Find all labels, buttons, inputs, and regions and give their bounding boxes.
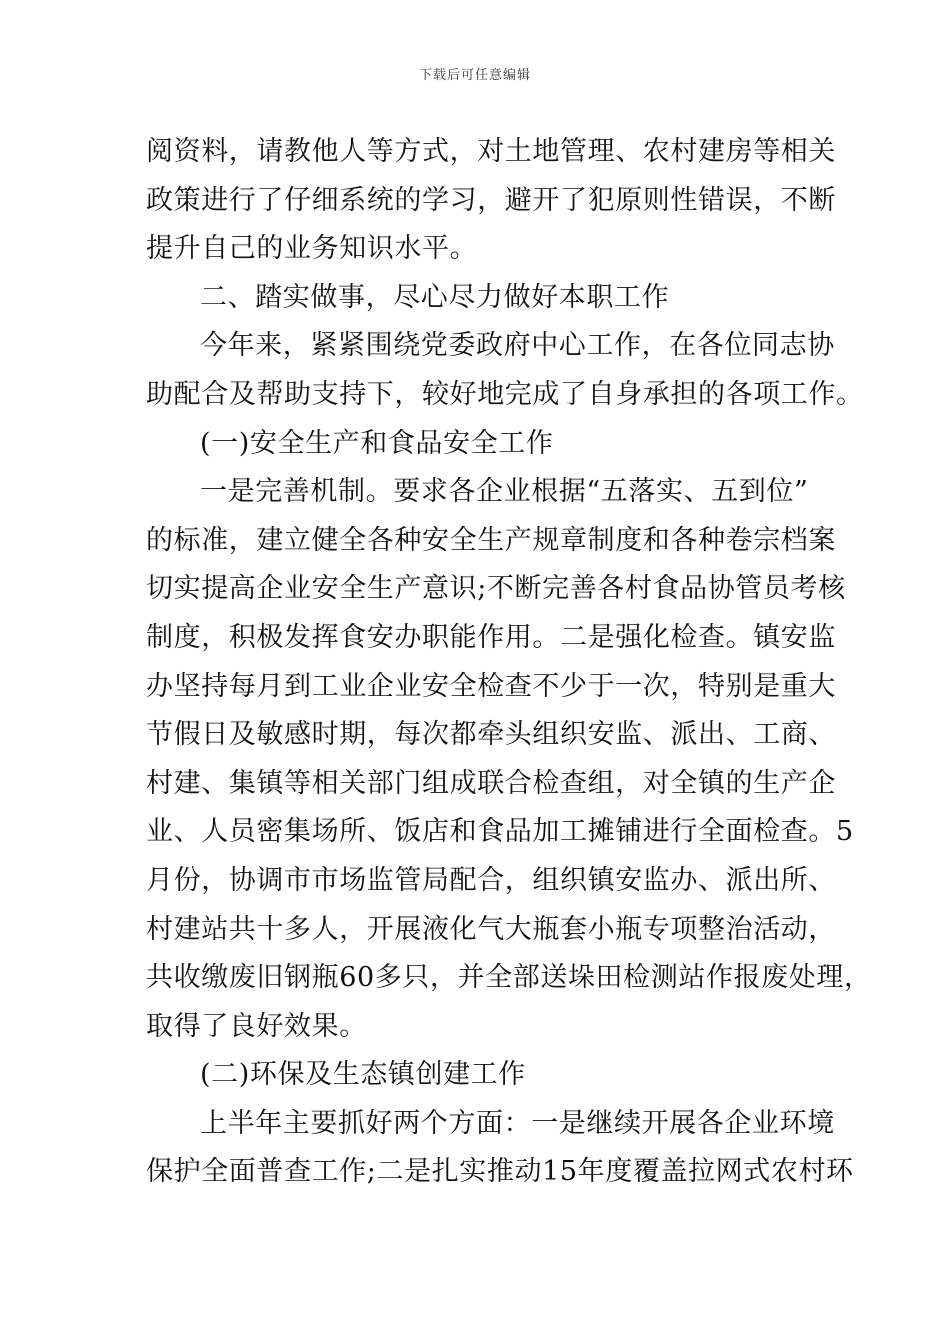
text-line: 共收缴废旧钢瓶60多只，并全部送垛田检测站作报废处理， [146,962,872,994]
text-line: 村建、集镇等相关部门组成联合检查组，对全镇的生产企 [146,767,836,799]
text-line: 提升自己的业务知识水平。 [146,233,478,265]
text-line: 的标准，建立健全各种安全生产规章制度和各种卷宗档案 [146,524,836,556]
text-line: 节假日及敏感时期，每次都牵头组织安监、派出、工商、 [146,719,836,751]
text-line: 二、踏实做事，尽心尽力做好本职工作 [200,281,670,313]
text-line: (一)安全生产和食品安全工作 [200,427,554,459]
text-line: 切实提高企业安全生产意识;不断完善各村食品协管员考核 [146,573,846,605]
text-line: 助配合及帮助支持下，较好地完成了自身承担的各项工作。 [146,378,864,410]
text-line: (二)环保及生态镇创建工作 [200,1059,526,1091]
text-line: 上半年主要抓好两个方面：一是继续开展各企业环境 [200,1107,835,1139]
text-line: 政策进行了仔细系统的学习，避开了犯原则性错误，不断 [146,184,836,216]
text-line: 阅资料，请教他人等方式，对土地管理、农村建房等相关 [146,136,836,167]
header-note: 下载后可任意编辑 [418,68,531,83]
text-line: 村建站共十多人，开展液化气大瓶套小瓶专项整治活动， [146,913,836,945]
text-line: 一是完善机制。要求各企业根据“五落实、五到位” [200,476,809,508]
text-line: 月份，协调市市场监管局配合，组织镇安监办、派出所、 [146,864,836,896]
text-line: 取得了良好效果。 [146,1010,367,1042]
text-line: 今年来，紧紧围绕党委政府中心工作，在各位同志协 [200,330,835,362]
text-line: 制度，积极发挥食安办职能作用。二是强化检查。镇安监 [146,621,836,653]
document-body [146,128,872,1197]
text-line: 办坚持每月到工业企业安全检查不少于一次，特别是重大 [146,670,836,702]
text-line: 保护全面普查工作;二是扎实推动15年度覆盖拉网式农村环 [146,1156,854,1188]
text-line: 业、人员密集场所、饭店和食品加工摊铺进行全面检查。5 [146,816,854,848]
